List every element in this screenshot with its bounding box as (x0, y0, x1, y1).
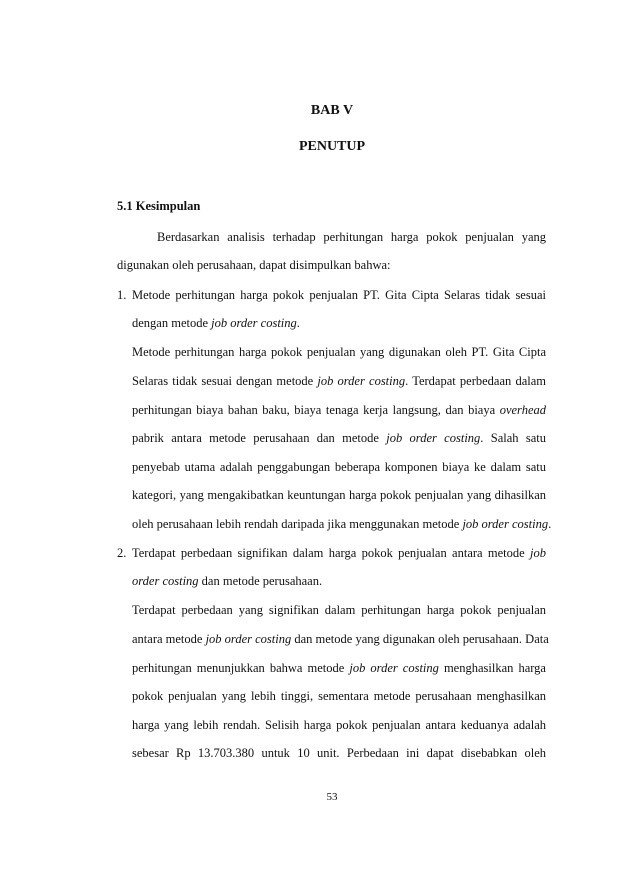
paragraph-line: perhitungan menunjukkan bahwa metode job order costing menghasilkan harga (132, 661, 546, 675)
intro-line: digunakan oleh perusahaan, dapat disimpulkan bahwa: (117, 258, 391, 272)
paragraph-line: antara metode job order costing dan metode yang digunakan oleh perusahaan. Data (132, 632, 549, 646)
list-item-line: Terdapat perbedaan signifikan dalam harga pokok penjualan antara metode job (132, 546, 546, 560)
paragraph-line: pokok penjualan yang lebih tinggi, sementara metode perusahaan menghasilkan (132, 689, 546, 703)
paragraph-line: perhitungan biaya bahan baku, biaya tenaga kerja langsung, dan biaya overhead (132, 403, 546, 417)
paragraph-line: Terdapat perbedaan yang signifikan dalam perhitungan harga pokok penjualan (132, 603, 546, 617)
intro-line: Berdasarkan analisis terhadap perhitungan harga pokok penjualan yang (157, 230, 546, 244)
list-number: 1. (117, 288, 127, 302)
paragraph-line: penyebab utama adalah penggabungan beberapa komponen biaya ke dalam satu (132, 460, 546, 474)
list-number: 2. (117, 546, 127, 560)
paragraph-line: sebesar Rp 13.703.380 untuk 10 unit. Perbedaan ini dapat disebabkan oleh (132, 746, 546, 760)
list-item-line: Metode perhitungan harga pokok penjualan PT. Gita Cipta Selaras tidak sesuai (132, 288, 546, 302)
section-heading: 5.1 Kesimpulan (117, 199, 201, 213)
paragraph-line: kategori, yang mengakibatkan keuntungan harga pokok penjualan yang dihasilkan (132, 488, 546, 502)
paragraph-line: pabrik antara metode perusahaan dan metode job order costing. Salah satu (132, 431, 546, 445)
paragraph-line: Metode perhitungan harga pokok penjualan yang digunakan oleh PT. Gita Cipta (132, 345, 546, 359)
page-number: 53 (326, 791, 338, 803)
chapter-label: BAB V (310, 103, 354, 118)
paragraph-line: harga yang lebih rendah. Selisih harga pokok penjualan antara keduanya adalah (132, 718, 546, 732)
paragraph-line: oleh perusahaan lebih rendah daripada jika menggunakan metode job order costing. (132, 517, 552, 531)
list-item-line: dengan metode job order costing. (132, 316, 300, 330)
paragraph-line: Selaras tidak sesuai dengan metode job order costing. Terdapat perbedaan dalam (132, 374, 546, 388)
chapter-title: PENUTUP (298, 139, 366, 154)
list-item-line: order costing dan metode perusahaan. (132, 574, 323, 588)
